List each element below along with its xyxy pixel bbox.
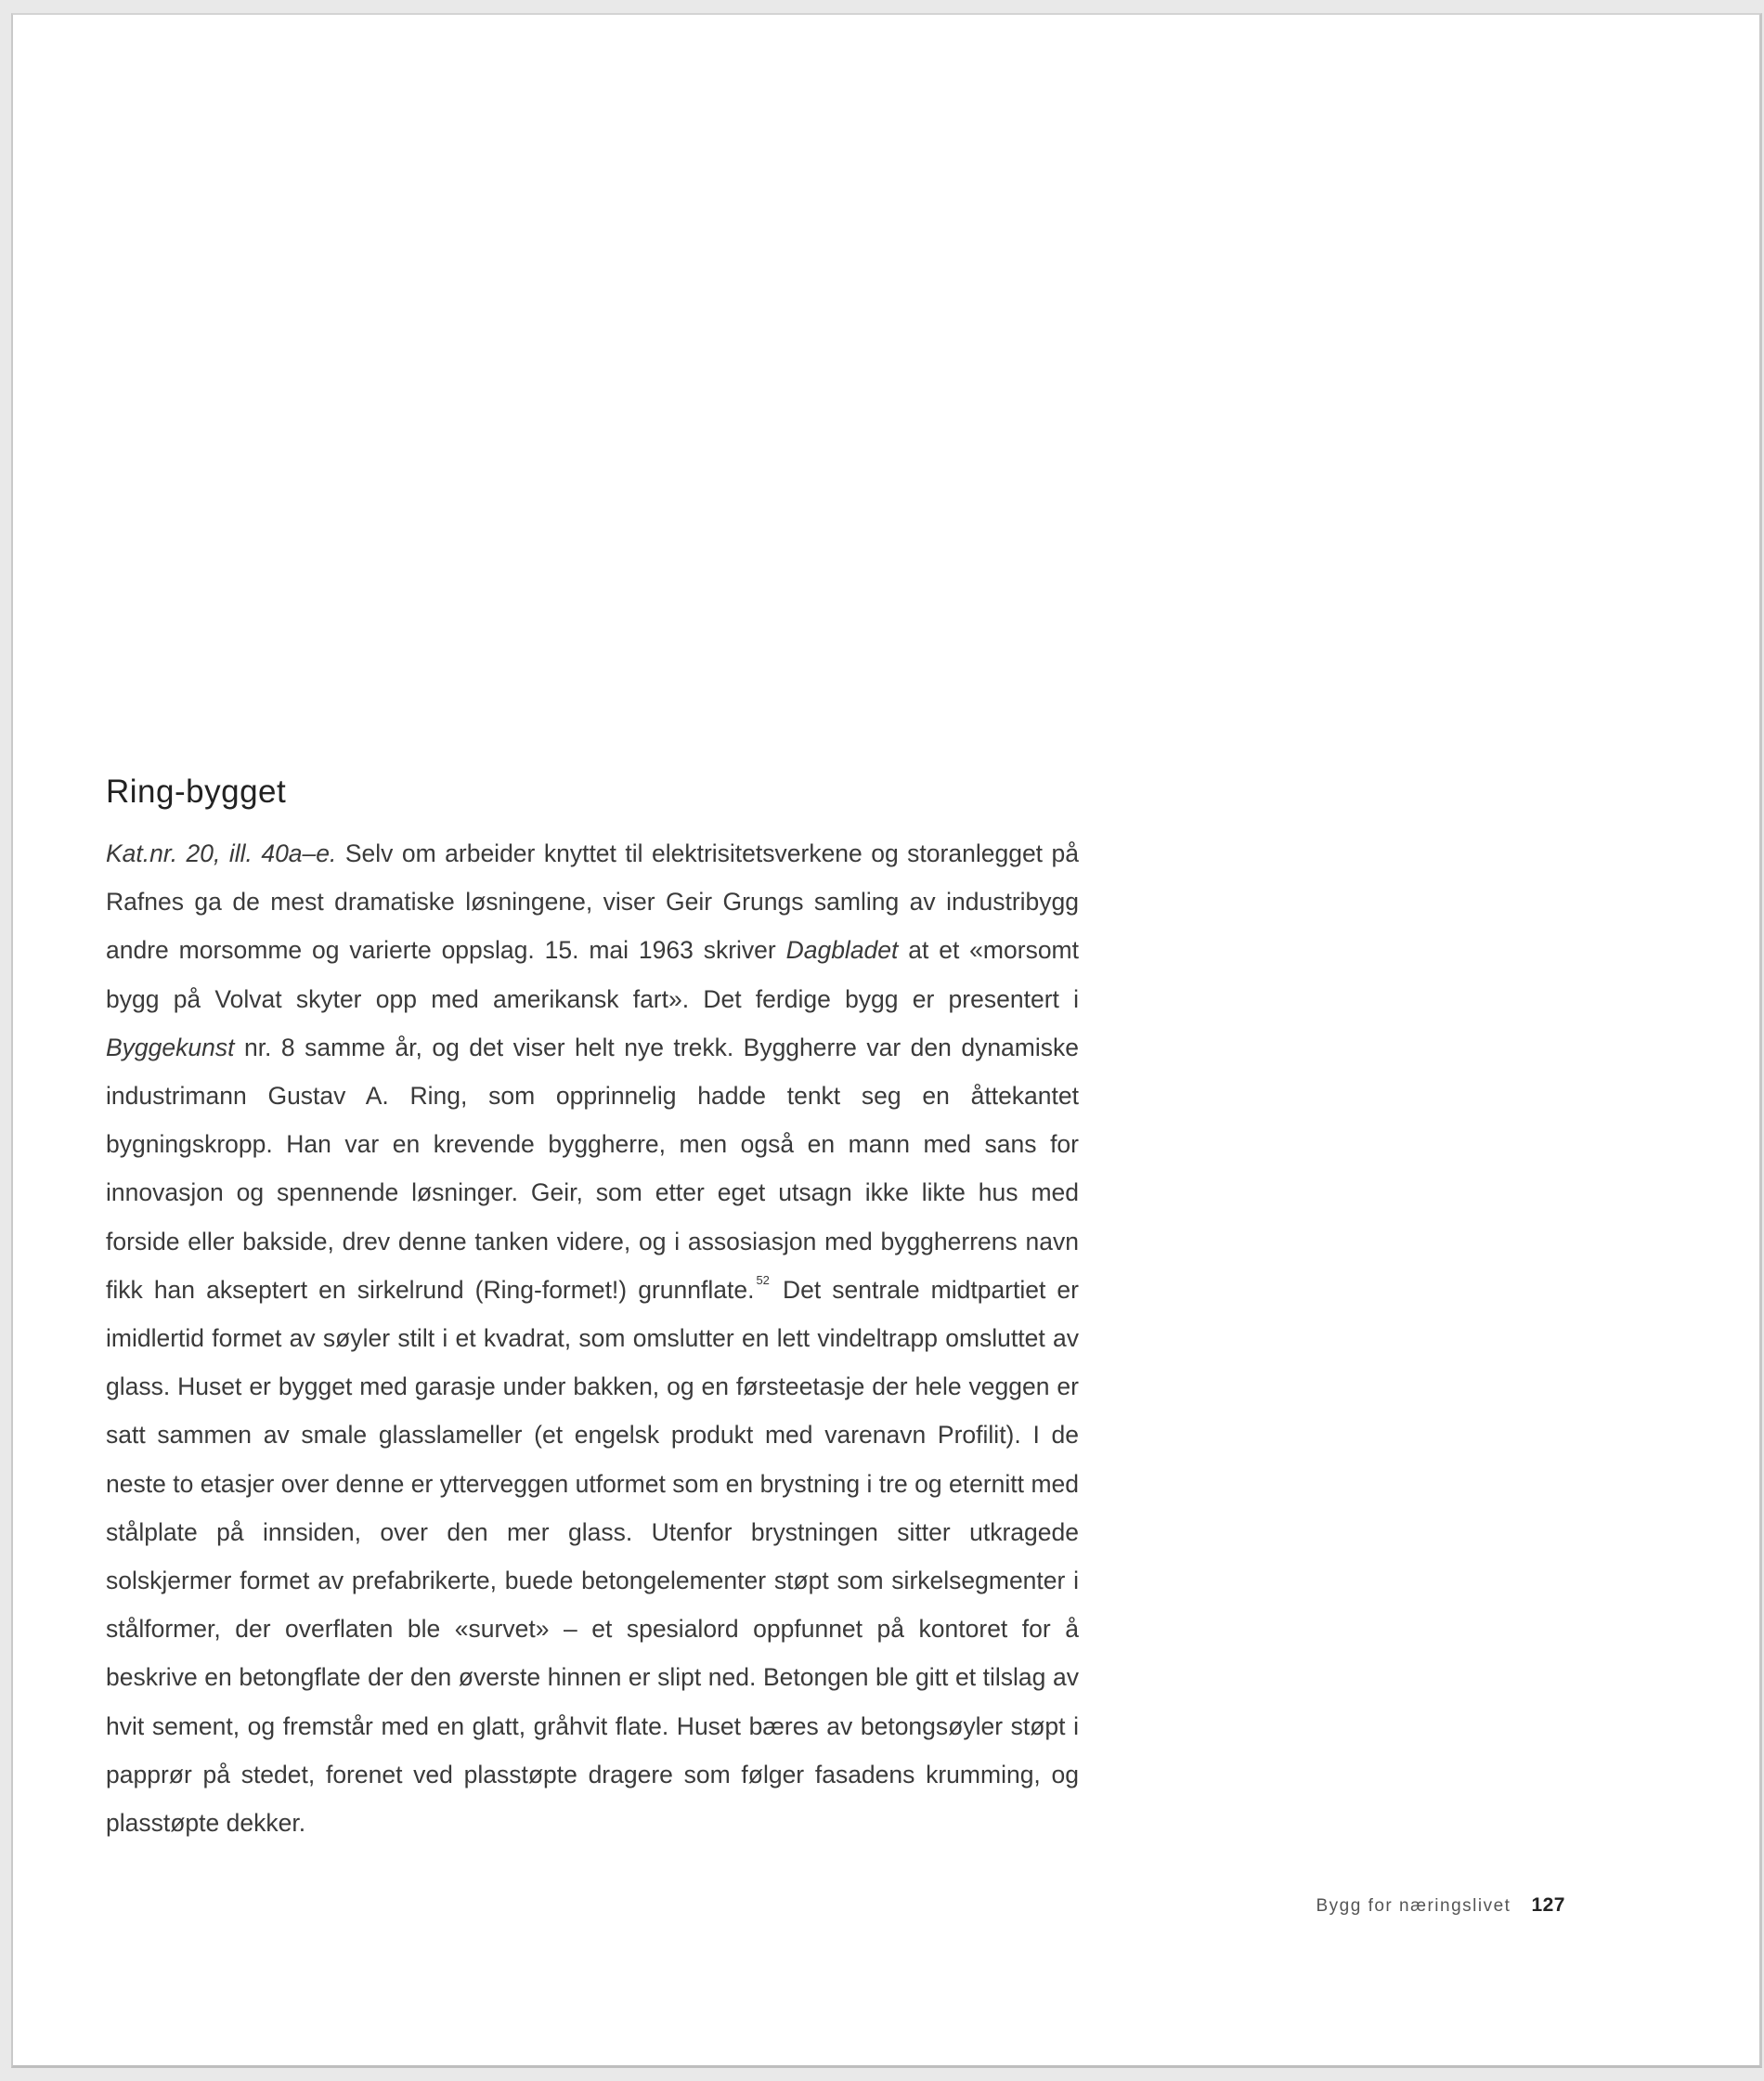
- footnote-marker[interactable]: 52: [756, 1272, 770, 1287]
- text-segment-4: Det sentrale midtpartiet er imidlertid formet av søyler stilt i et kvadrat, som omslutter en lett vindeltrapp omsluttet av glass. Huset er bygget med garasje under bakken, og en førsteetasje der hele veggen er satt sammen av smale glasslameller (et engelsk produkt med varenavn Profilit). I de neste to etasjer over denne er ytterveggen utformet som en brystning i tre og eternitt med stålplate på innsiden, over den mer glass. Utenfor brystningen sitter utkragede solskjermer formet av prefabrikerte, buede betongelementer støpt som sirkelsegmenter i stålformer, der overflaten ble «survet» – et spesialord oppfunnet på kontoret for å beskrive en betongflate der den øverste hinnen er slipt ned. Betongen ble gitt et tilslag av hvit sement, og fremstår med en glatt, gråhvit flate. Huset bæres av betongsøyler støpt i papprør på stedet, forenet ved plasstøpte dragere som følger fasadens krumming, og plasstøpte dekker.: [106, 1275, 1079, 1838]
- article: [106, 772, 1079, 1847]
- running-footer-section: Bygg for næringslivet: [1316, 1896, 1511, 1916]
- newspaper-title: Dagbladet: [785, 936, 899, 965]
- section-heading: Ring-bygget: [106, 774, 287, 810]
- catalog-reference: Kat.nr. 20, ill. 40a–e.: [106, 839, 337, 867]
- page-footer: [1316, 1894, 1565, 1917]
- book-page: [11, 13, 1762, 2068]
- text-segment-2: at et «morsomt bygg på Volvat skyter opp med amerikansk fart». Det ferdige bygg er presentert i: [106, 936, 1079, 1013]
- page-number: 127: [1531, 1894, 1565, 1916]
- text-segment-3: nr. 8 samme år, og det viser helt nye trekk. Byggherre var den dynamiske industrimann Gustav A. Ring, som opprinnelig hadde tenkt seg en åttekantet bygningskropp. Han var en krevende byggherre, men også en mann med sans for innovasjon og spennende løsninger. Geir, som etter eget utsagn ikke likte hus med forside eller bakside, drev denne tanken videre, og i assosiasjon med byggherrens navn fikk han akseptert en sirkelrund (Ring-formet!) grunnflate.: [106, 1033, 1079, 1304]
- journal-title: Byggekunst: [106, 1033, 235, 1061]
- body-paragraph: [106, 829, 1079, 1847]
- text-segment-1: Selv om arbeider knyttet til elektrisitetsverkene og storanlegget på Rafnes ga de mest dramatiske løsningene, viser Geir Grungs samling av industribygg andre morsomme og varierte oppslag. 15. mai 1963 skriver: [106, 839, 1079, 965]
